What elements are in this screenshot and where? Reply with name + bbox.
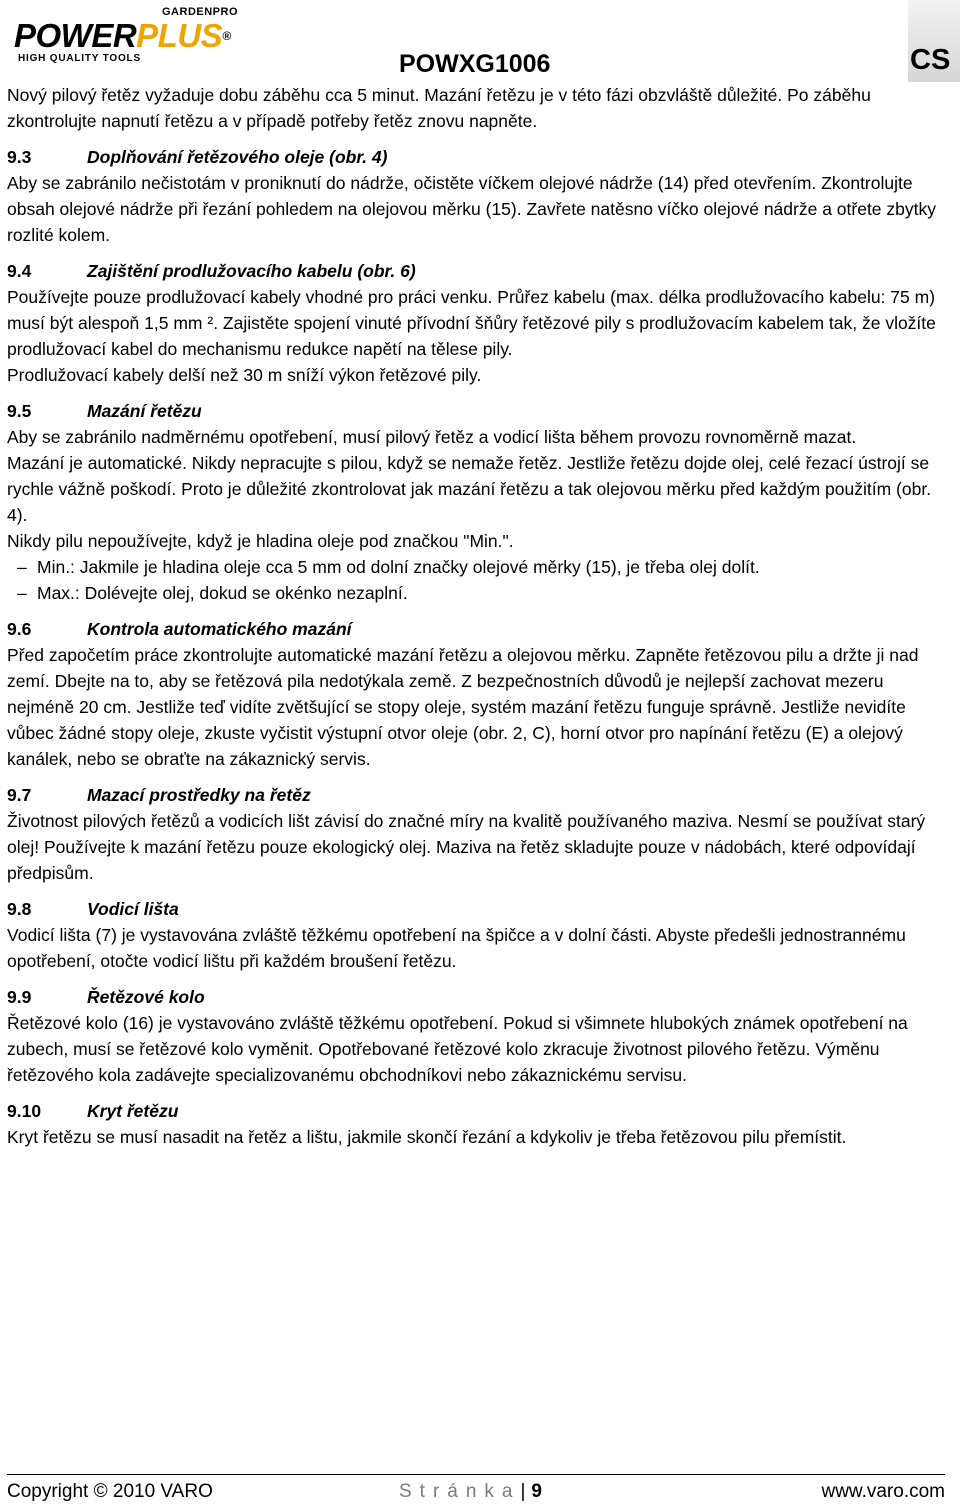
model-number: POWXG1006 — [399, 50, 551, 78]
section-title: Řetězové kolo — [87, 987, 205, 1007]
dash-bullet-icon: – — [17, 557, 27, 577]
logo-wordmark — [14, 18, 231, 54]
section-heading — [7, 144, 951, 170]
section-heading — [7, 258, 951, 284]
section-title: Mazací prostředky na řetěz — [87, 785, 311, 805]
section-heading — [7, 782, 951, 808]
section-number: 9.6 — [7, 619, 32, 639]
section-9-5 — [7, 398, 951, 606]
section-title: Zajištění prodlužovacího kabelu (obr. 6) — [87, 261, 416, 281]
language-tab — [908, 0, 960, 82]
section-number: 9.3 — [7, 147, 32, 167]
page-footer — [7, 1478, 945, 1506]
language-code: CS — [910, 44, 951, 76]
section-number: 9.7 — [7, 785, 32, 805]
section-paragraph: Používejte pouze prodlužovací kabely vhodné pro práci venku. Průřez kabelu (max. délka prodlužovacího kabelu: 75 m) musí být alespoň 1,5 mm ². Zajistěte spojení vinuté přívodní šňůry řetězové pily s prodlužovacím kabelem tak, že vložíte prodlužovací kabel do mechanismu redukce napětí na tělese pily. — [7, 287, 936, 359]
logo-registered-mark: ® — [222, 29, 231, 43]
section-paragraph: Vodicí lišta (7) je vystavována zvláště těžkému opotřebení na špičce a v dolní části. Abyste předešli jednostrannému opotřebení, otočte vodicí lištu při každém broušení řetězu. — [7, 925, 906, 971]
logo-word-power: POWER — [14, 17, 137, 54]
page-header — [0, 0, 960, 82]
section-number: 9.5 — [7, 401, 32, 421]
website-link[interactable]: www.varo.com — [821, 1481, 945, 1502]
copyright-notice: Copyright © 2010 VARO — [7, 1481, 213, 1502]
section-heading — [7, 896, 951, 922]
logo-tagline: HIGH QUALITY TOOLS — [18, 53, 141, 64]
section-title: Kryt řetězu — [87, 1101, 179, 1121]
document-body — [7, 82, 951, 1150]
section-number: 9.8 — [7, 899, 32, 919]
section-paragraph: Před započetím práce zkontrolujte automatické mazání řetězu a olejovou měrku. Zapněte řetězovou pilu a držte ji nad zemí. Dbejte na to, aby se řetězová pila nedotýkala země. Z bezpečnostních důvodů je nejlepší zachovat mezeru nejméně 20 cm. Jestliže teď vidíte zvětšující se stopy oleje, systém mazání řetězu funguje správně. Jestliže nevidíte vůbec žádné stopy oleje, zkuste vyčistit výstupní otvor oleje (obr. 2, C), horní otvor pro napínání řetězu (E) a olejový kanálek, nebo se obraťte na zákaznický servis. — [7, 645, 919, 769]
section-paragraph: Nikdy pilu nepoužívejte, když je hladina oleje pod značkou "Min.". — [7, 531, 514, 551]
section-9-4 — [7, 258, 951, 388]
section-9-8 — [7, 896, 951, 974]
logo-word-plus: PLUS — [136, 17, 223, 54]
section-9-10 — [7, 1098, 951, 1150]
list-item-max — [7, 580, 951, 606]
section-paragraph: Životnost pilových řetězů a vodicích lišt závisí do značné míry na kvalitě používaného maziva. Nesmí se používat starý olej! Používejte k mazání řetězu pouze ekologický olej. Maziva na řetěz skladujte pouze v nádobách, které odpovídají předpisům. — [7, 811, 926, 883]
section-title: Vodicí lišta — [87, 899, 179, 919]
page-number: 9 — [531, 1481, 542, 1502]
section-paragraph: Kryt řetězu se musí nasadit na řetěz a lištu, jakmile skončí řezání a kdykoliv je třeba řetězovou pilu přemístit. — [7, 1127, 847, 1147]
section-paragraph: Aby se zabránilo nadměrnému opotřebení, musí pilový řetěz a vodicí lišta během provozu rovnoměrně mazat. — [7, 427, 857, 447]
page-separator: | — [520, 1481, 526, 1502]
brand-logo — [14, 6, 274, 66]
section-number: 9.9 — [7, 987, 32, 1007]
section-heading — [7, 398, 951, 424]
footer-divider — [7, 1474, 945, 1475]
page-indicator — [399, 1478, 542, 1506]
section-9-6 — [7, 616, 951, 772]
intro-paragraph: Nový pilový řetěz vyžaduje dobu záběhu cca 5 minut. Mazání řetězu je v této fázi obzvláště důležité. Po záběhu zkontrolujte napnutí řetězu a v případě potřeby řetěz znovu napněte. — [7, 85, 871, 131]
list-item-min — [7, 554, 951, 580]
section-number: 9.10 — [7, 1101, 42, 1121]
section-heading — [7, 984, 951, 1010]
dash-bullet-icon: – — [17, 583, 27, 603]
section-paragraph: Aby se zabránilo nečistotám v proniknutí do nádrže, očistěte víčkem olejové nádrže (14) před otevřením. Zkontrolujte obsah olejové nádrže při řezání pohledem na olejovou měrku (15). Zavřete natěsno víčko olejové nádrže a otřete zbytky rozlité kolem. — [7, 173, 936, 245]
section-heading — [7, 616, 951, 642]
page-word: Stránka — [399, 1481, 521, 1502]
section-heading — [7, 1098, 951, 1124]
logo-subbrand: GARDENPRO — [162, 6, 239, 18]
section-title: Mazání řetězu — [87, 401, 202, 421]
section-9-9 — [7, 984, 951, 1088]
section-paragraph: Mazání je automatické. Nikdy nepracujte s pilou, když se nemaže řetěz. Jestliže řetězu dojde olej, celé řezací ústrojí se rychle vážně poškodí. Proto je důležité zkontrolovat jak mazání řetězu a tak olejovou měrku před každým použitím (obr. 4). — [7, 453, 932, 525]
section-9-7 — [7, 782, 951, 886]
section-paragraph: Řetězové kolo (16) je vystavováno zvláště těžkému opotřebení. Pokud si všimnete hlubokých známek opotřebení na zubech, musí se řetězové kolo vyměnit. Opotřebované řetězové kolo zkracuje životnost pilového řetězu. Výměnu řetězového kola zadávejte specializovanému obchodníkovi nebo zákaznickému servisu. — [7, 1013, 908, 1085]
section-title: Doplňování řetězového oleje (obr. 4) — [87, 147, 388, 167]
list-item-text: Min.: Jakmile je hladina oleje cca 5 mm od dolní značky olejové měrky (15), je třeba olej dolít. — [37, 557, 760, 577]
section-9-3 — [7, 144, 951, 248]
list-item-text: Max.: Dolévejte olej, dokud se okénko nezaplní. — [37, 583, 408, 603]
section-paragraph: Prodlužovací kabely delší než 30 m sníží výkon řetězové pily. — [7, 365, 482, 385]
section-title: Kontrola automatického mazání — [87, 619, 352, 639]
section-number: 9.4 — [7, 261, 32, 281]
